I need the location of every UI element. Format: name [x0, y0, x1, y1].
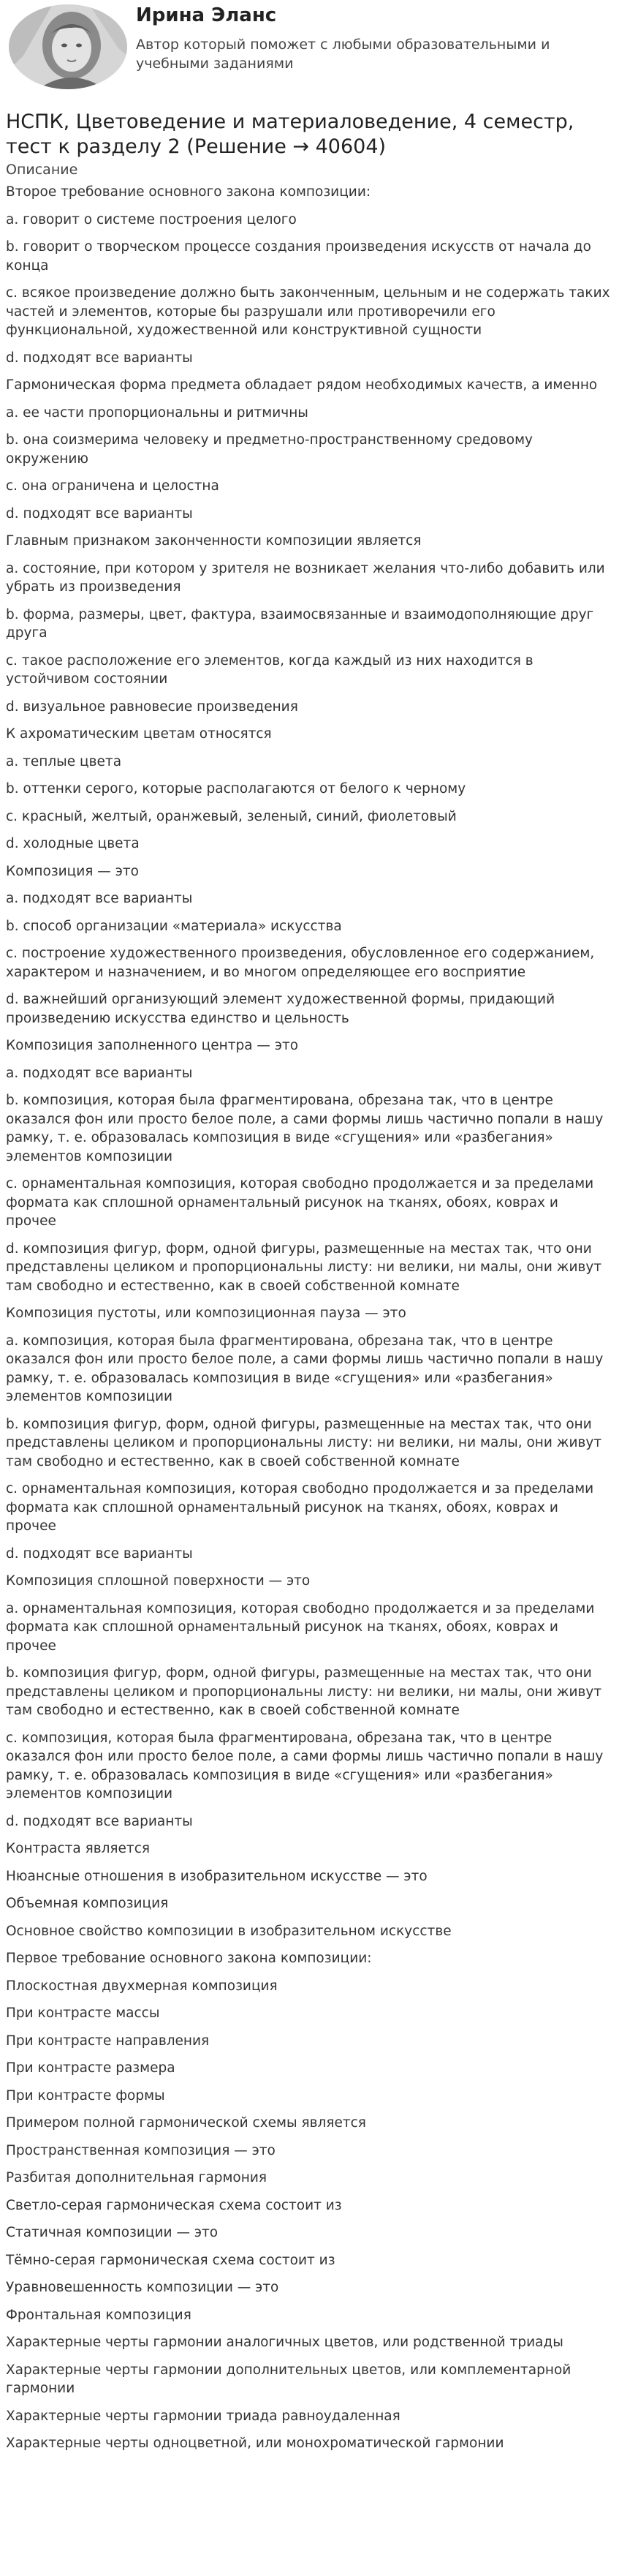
content-line: b. способ организации «материала» искусства — [6, 918, 342, 934]
content-line: Композиция заполненного центра — это — [6, 1038, 299, 1053]
content-line: c. красный, желтый, оранжевый, зеленый, синий, фиолетовый — [6, 808, 457, 824]
content-line: a. говорит о системе построения целого — [6, 211, 297, 227]
content-line: c. всякое произведение должно быть законченным, цельным и не содержать таких частей и элементов, которые бы разрушали или противоречили его функциональной, художественной или конструктивной сущности — [6, 285, 610, 338]
content-line: b. форма, размеры, цвет, фактура, взаимосвязанные и взаимодополняющие друг друга — [6, 606, 594, 641]
content-line: Характерные черты гармонии дополнительных цветов, или комплементарной гармонии — [6, 2362, 571, 2396]
content-line: d. холодные цвета — [6, 836, 140, 851]
content-line: Композиция пустоты, или композиционная пауза — это — [6, 1306, 406, 1321]
description-label: Описание — [6, 162, 78, 178]
content-line: b. она соизмерима человеку и предметно-пространственному средовому окружению — [6, 432, 533, 467]
content-line: Основное свойство композиции в изобразительном искусстве — [6, 1923, 452, 1939]
content-line: При контрасте направления — [6, 2033, 210, 2049]
content-line: b. оттенки серого, которые располагаются от белого к черному — [6, 781, 466, 796]
content-line: Разбитая дополнительная гармония — [6, 2170, 267, 2185]
page-title: НСПК, Цветоведение и материаловедение, 4 семестр, тест к разделу 2 (Решение → 40604) — [6, 110, 574, 158]
content-line: Уравновешенность композиции — это — [6, 2280, 279, 2295]
content-line: d. подходят все варианты — [6, 1813, 193, 1829]
content-line: Второе требование основного закона композиции: — [6, 184, 371, 200]
content-line: c. орнаментальная композиция, которая свободно продолжается и за пределами формата как сплошной орнаментальный рисунок на тканях, обоях, коврах и прочее — [6, 1481, 594, 1534]
content-line: При контрасте формы — [6, 2087, 165, 2104]
content-line: Гармоническая форма предмета обладает рядом необходимых качеств, а именно — [6, 377, 598, 393]
content-line: a. композиция, которая была фрагментирована, обрезана так, что в центре оказался фон или просто белое поле, а сами формы лишь частично попали в нашу рамку, т. е. образовалась композиция в виде «сгущения» или «разбегания» элементов композиции — [6, 1333, 604, 1404]
content-line: b. говорит о творческом процессе создания произведения искусств от начала до конца — [6, 239, 591, 274]
content-line: d. подходят все варианты — [6, 505, 193, 521]
content-line: d. подходят все варианты — [6, 1545, 193, 1562]
content-line: c. она ограничена и целостна — [6, 478, 219, 494]
content-line: Пространственная композиция — это — [6, 2142, 276, 2158]
content-line: Статичная композиции — это — [6, 2225, 219, 2240]
content-line: c. композиция, которая была фрагментирована, обрезана так, что в центре оказался фон или просто белое поле, а сами формы лишь частично попали в нашу рамку, т. е. образовалась композиция в виде «сгущения» или «разбегания» элементов композиции — [6, 1730, 604, 1801]
author-description: Автор который поможет с любыми образовательными и учебными заданиями — [136, 37, 550, 72]
content-line: a. ее части пропорциональны и ритмичны — [6, 404, 308, 421]
content-line: Тёмно-серая гармоническая схема состоит из — [6, 2252, 335, 2268]
content-line: a. подходят все варианты — [6, 891, 193, 906]
content-line: d. композиция фигур, форм, одной фигуры, размещенные на местах так, что они представлены целиком и пропорциональны листу: ни велики, ни малы, они живут там свободно и естественно, как в своей собственной комнате — [6, 1240, 602, 1294]
content-line: c. орнаментальная композиция, которая свободно продолжается и за пределами формата как сплошной орнаментальный рисунок на тканях, обоях, коврах и прочее — [6, 1176, 594, 1229]
content-line: a. теплые цвета — [6, 753, 122, 769]
content-line: d. подходят все варианты — [6, 350, 193, 366]
content-line: Контраста является — [6, 1841, 151, 1856]
content-line: Нюансные отношения в изобразительном искусстве — это — [6, 1868, 428, 1884]
content-line: Характерные черты гармонии триада равноудаленная — [6, 2408, 400, 2424]
content-line: Композиция сплошной поверхности — это — [6, 1573, 311, 1589]
content-line: Примером полной гармонической схемы является — [6, 2115, 366, 2131]
content-line: Первое требование основного закона композиции: — [6, 1951, 372, 1966]
content-line: Главным признаком законченности композиции является — [6, 533, 422, 549]
content-line: Характерные черты гармонии аналогичных цветов, или родственной триады — [6, 2335, 563, 2350]
content-line: Плоскостная двухмерная композиция — [6, 1978, 278, 1994]
content-line: d. визуальное равновесие произведения — [6, 698, 298, 715]
content-line: a. орнаментальная композиция, которая свободно продолжается и за пределами формата как сплошной орнаментальный рисунок на тканях, обоях, коврах и прочее — [6, 1600, 595, 1654]
content-line: c. такое расположение его элементов, когда каждый из них находится в устойчивом состоянии — [6, 652, 533, 687]
content-line: d. важнейший организующий элемент художественной формы, придающий произведению искусства единство и цельность — [6, 992, 555, 1026]
author-header — [0, 0, 619, 94]
author-photo — [9, 4, 127, 89]
content-line: Характерные черты одноцветной, или монохроматической гармонии — [6, 2436, 504, 2451]
content-line: c. построение художественного произведения, обусловленное его содержанием, характером и назначением, и во многом определяющее его восприятие — [6, 946, 595, 980]
content-line: a. подходят все варианты — [6, 1065, 193, 1081]
content-line: При контрасте массы — [6, 2006, 160, 2021]
content-line: b. композиция фигур, форм, одной фигуры, размещенные на местах так, что они представлены целиком и пропорциональны листу: ни велики, ни малы, они живут там свободно и естественно, как в своей собственной комнате — [6, 1665, 602, 1718]
content-line: К ахроматическим цветам относятся — [6, 726, 272, 742]
content-line: b. композиция, которая была фрагментирована, обрезана так, что в центре оказался фон или просто белое поле, а сами формы лишь частично попали в нашу рамку, т. е. образовалась композиция в виде «сгущения» или «разбегания» элементов композиции — [6, 1093, 604, 1164]
content-line: При контрасте размера — [6, 2060, 175, 2076]
author-avatar[interactable] — [9, 4, 127, 89]
content-line: Фронтальная композиция — [6, 2307, 191, 2323]
content-line: Светло-серая гармоническая схема состоит из — [6, 2197, 342, 2213]
content — [6, 178, 612, 2458]
content-line: Объемная композиция — [6, 1896, 169, 1911]
content-line: a. состояние, при котором у зрителя не возникает желания что-либо добавить или убрать из произведения — [6, 560, 605, 595]
content-line: Композиция — это — [6, 863, 139, 879]
content-line: b. композиция фигур, форм, одной фигуры, размещенные на местах так, что они представлены целиком и пропорциональны листу: ни велики, ни малы, они живут там свободно и естественно, как в своей собственной комнате — [6, 1416, 602, 1469]
author-name[interactable]: Ирина Эланс — [136, 4, 277, 26]
